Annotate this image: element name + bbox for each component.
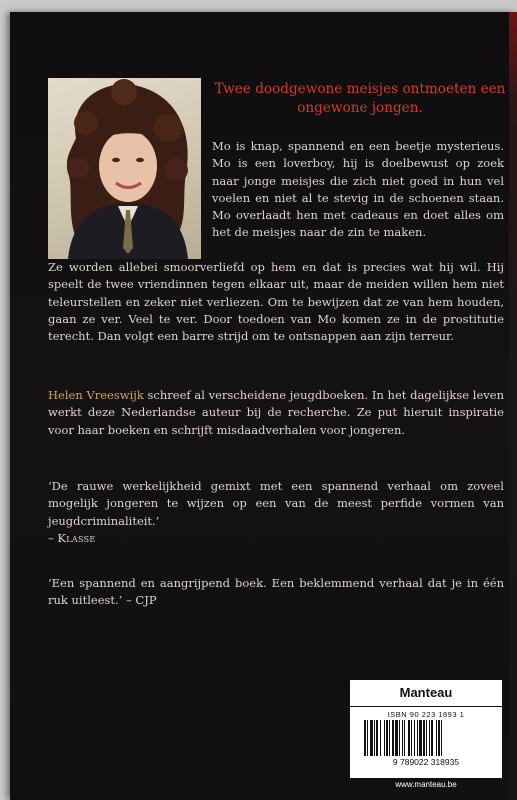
barcode-bar	[426, 720, 427, 756]
review-dash: –	[122, 593, 136, 608]
barcode-bar	[414, 720, 415, 756]
barcode-bar	[408, 720, 410, 756]
review-quote-text: ‘De rauwe werkelijkheid gemixt met een spannend verhaal om zoveel mogelijk jongeren te wijzen op een van de meest perfide vormen van jeugdcriminaliteit.’	[48, 479, 504, 528]
blurb-continued: Ze worden allebei smoorverliefd op hem en dat is precies wat hij wil. Hij speelt de twee vriendinnen tegen elkaar uit, maar de meiden willen hem niet teleurstellen en zeker niet verliezen. Om te bewijzen dat ze van hem houden, gaan ze ver. Veel te ver. Door toedoen van Mo komen ze in de prostitutie terecht. Dan volgt een barre strijd om te ontsnappen aan zijn terreur.	[48, 260, 504, 344]
spine-edge	[509, 12, 517, 800]
barcode-bar	[431, 720, 433, 756]
barcode-bar	[429, 720, 430, 756]
barcode	[360, 720, 492, 766]
barcode-bar	[392, 720, 394, 756]
barcode-box	[348, 678, 504, 794]
author-bio-text: schreef al verscheidene jeugdboeken. In het dagelijkse leven werkt deze Nederlandse auteur bij de recherche. Ze put hieruit inspiratie voor haar boeken en schrijft misdaadverhalen voor jongeren.	[48, 388, 504, 437]
barcode-bar	[376, 720, 378, 756]
barcode-bar	[389, 720, 390, 756]
review-quote	[48, 575, 504, 610]
tagline: Twee doodgewone meisjes ontmoeten een ongewone jongen.	[214, 81, 506, 116]
barcode-bar	[402, 720, 403, 756]
barcode-bar	[438, 720, 440, 756]
author-photo	[48, 78, 201, 259]
barcode-bar	[384, 720, 385, 756]
author-portrait-image	[48, 78, 201, 259]
blurb-intro: Mo is knap, spannend en een beetje mysterieus. Mo is een loverboy, hij is doelbewust op zoek naar jonge meisjes die zich niet goed in hun vel voelen en niet al te stevig in de schoenen staan. Mo overlaadt hen met cadeaus en doet alles om het de meisjes naar de zin te maken.	[212, 139, 504, 240]
barcode-bar	[417, 720, 418, 756]
barcode-bar	[386, 720, 388, 756]
author-bio	[48, 387, 504, 439]
review-quote	[48, 478, 504, 547]
barcode-bar	[411, 720, 412, 756]
back-cover	[10, 12, 517, 800]
barcode-bar	[380, 720, 381, 756]
barcode-bar	[399, 720, 400, 756]
barcode-bars	[364, 720, 442, 756]
barcode-bar	[423, 720, 425, 756]
review-source: CJP	[135, 593, 157, 608]
barcode-bar	[395, 720, 398, 756]
barcode-bar	[419, 720, 422, 756]
barcode-bar	[436, 720, 437, 756]
barcode-bar	[364, 720, 366, 756]
barcode-bar	[370, 720, 373, 756]
barcode-digits: 9 789022 318935	[392, 757, 460, 766]
author-name: Helen Vreeswijk	[48, 388, 144, 402]
publisher-name: Manteau	[350, 680, 502, 707]
review-quote-text: ‘Een spannend en aangrijpend boek. Een beklemmend verhaal dat je in één ruk uitleest.’	[48, 576, 504, 608]
isbn-label: ISBN 90 223 1893 1	[387, 710, 465, 719]
review-source: Klasse	[57, 530, 96, 545]
barcode-bar	[367, 720, 368, 756]
barcode-bar	[374, 720, 375, 756]
barcode-bar	[404, 720, 405, 756]
publisher-website: www.manteau.be	[350, 778, 502, 792]
barcode-bar	[441, 720, 442, 756]
review-dash: –	[48, 530, 58, 545]
